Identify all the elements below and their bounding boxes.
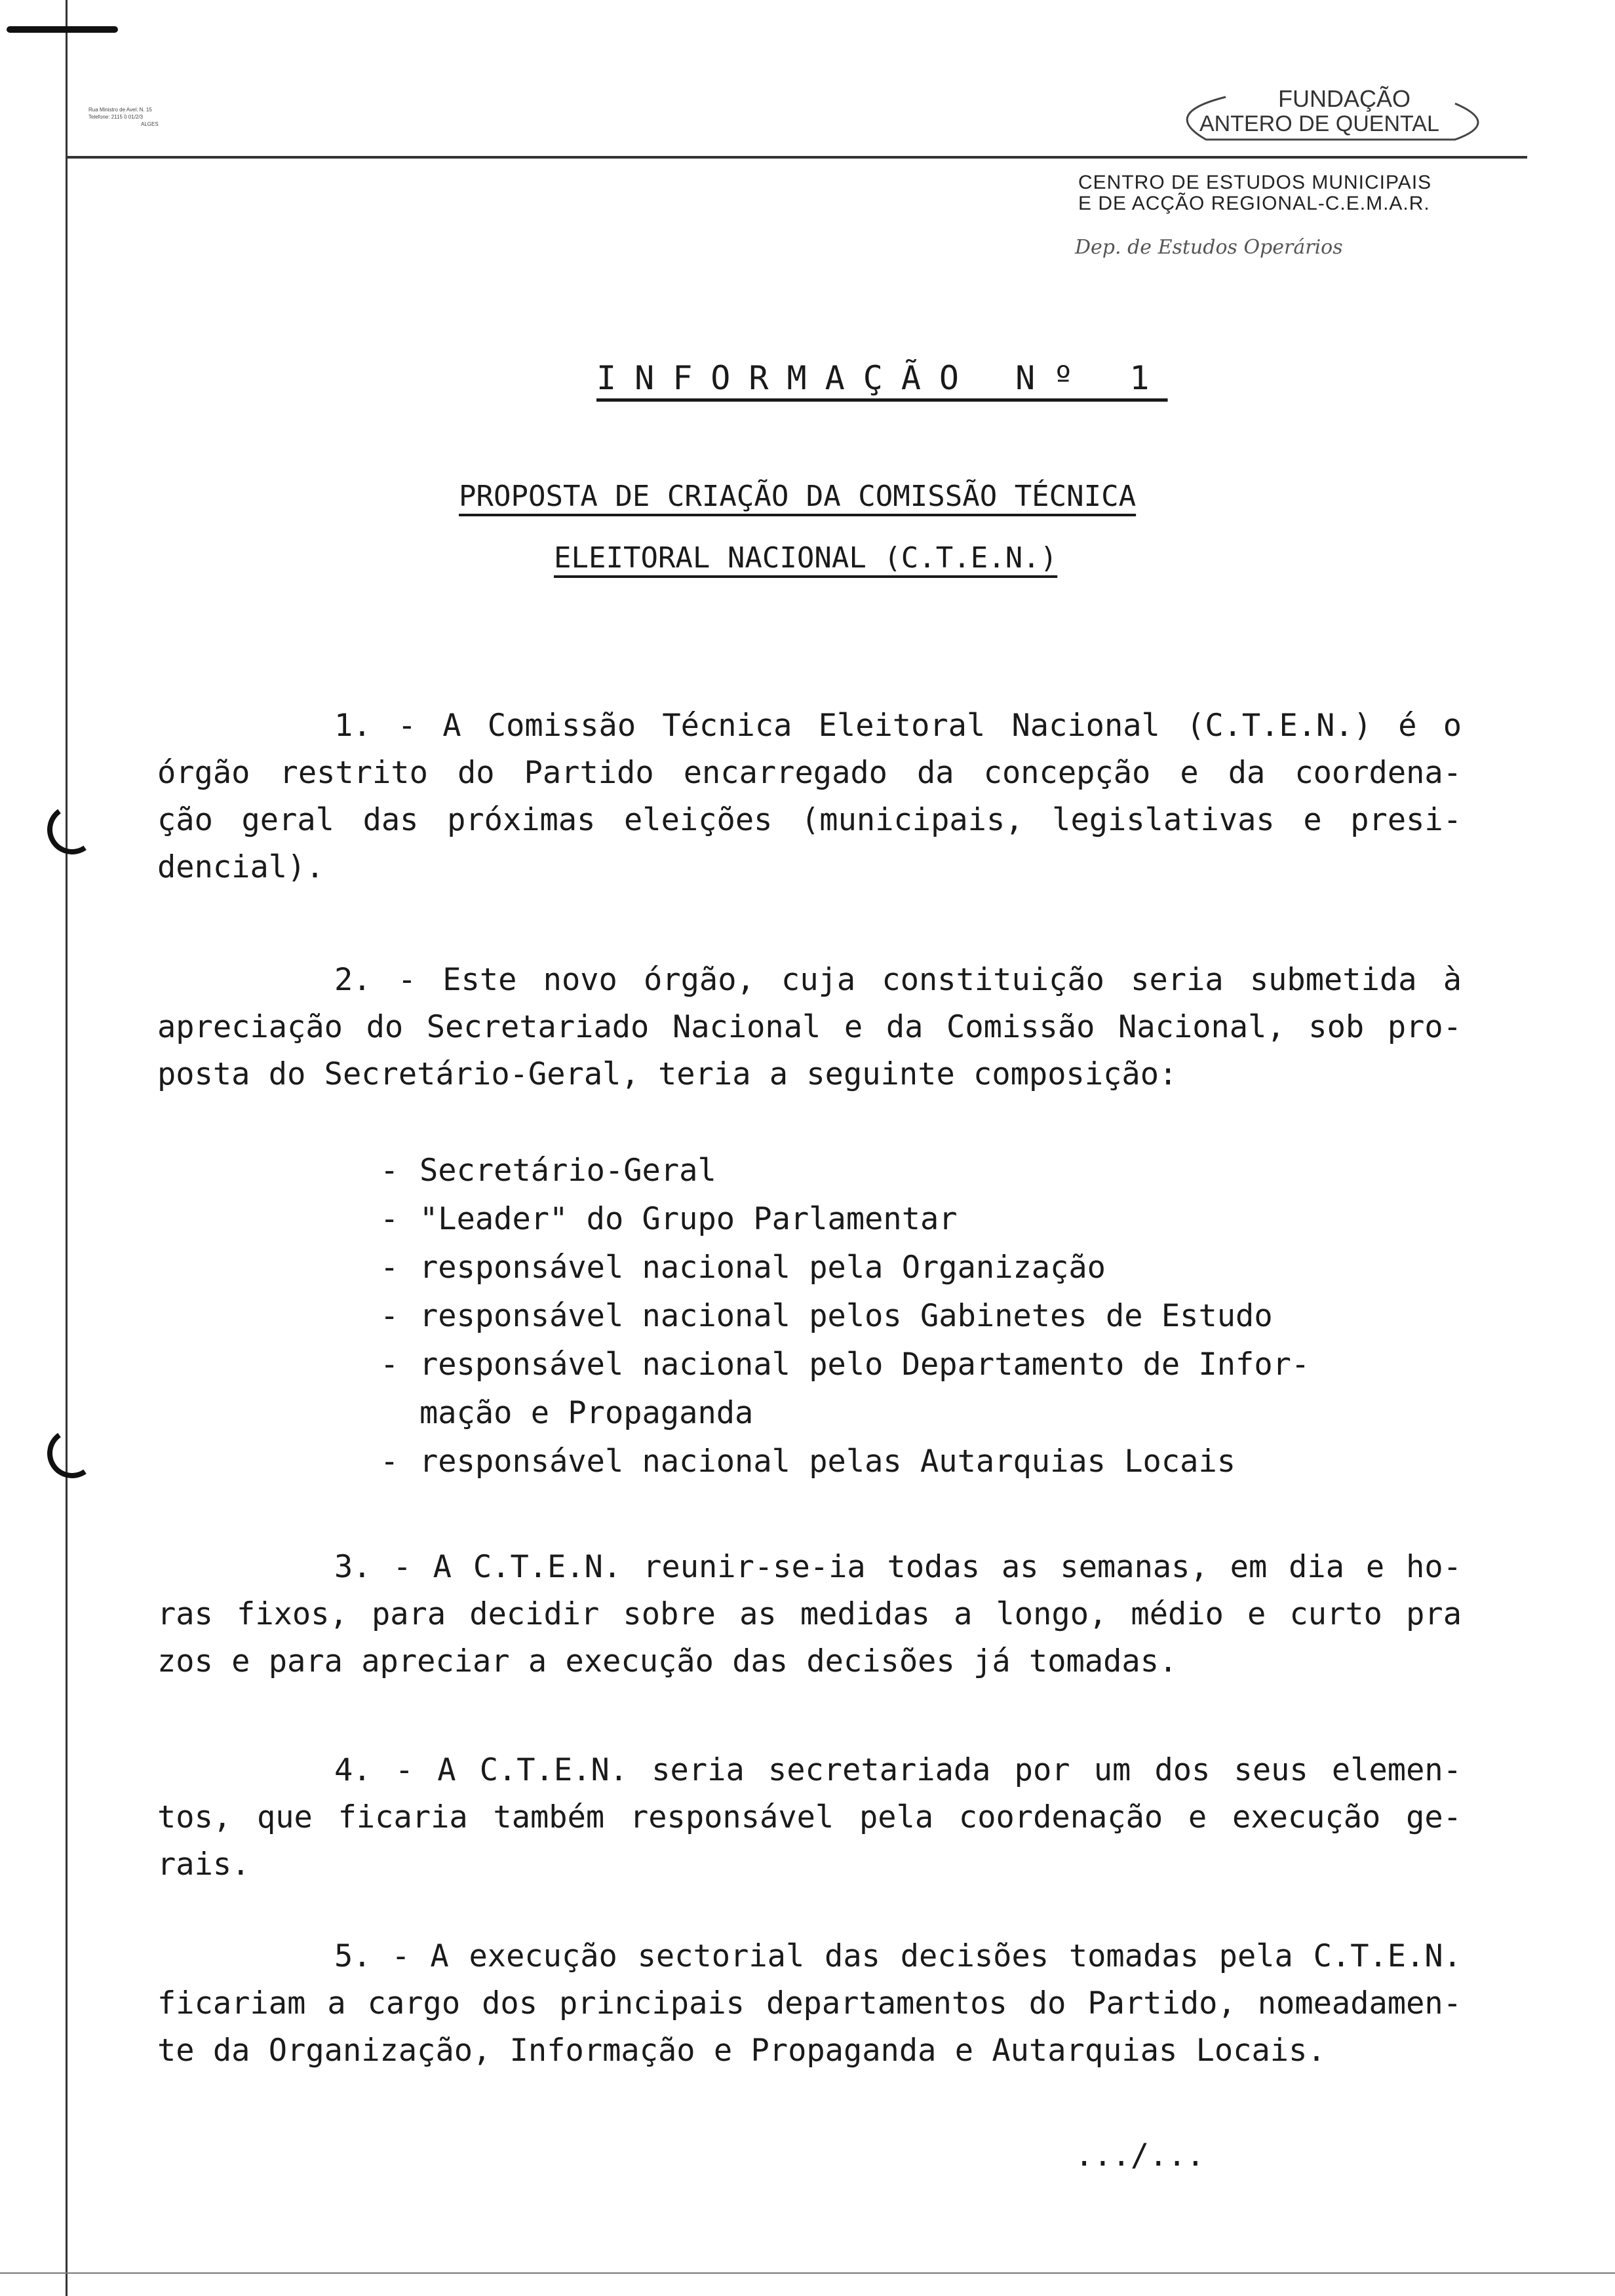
list-item: - responsável nacional pela Organização <box>380 1250 1106 1286</box>
list-item: - responsável nacional pelo Departamento de Infor- <box>380 1347 1310 1383</box>
list-item: - Secretário-Geral <box>380 1153 716 1189</box>
address-line: Telefone: 2115 0 01/2/3 <box>88 114 144 120</box>
hole-punch-2 <box>43 1425 101 1482</box>
paragraph-line: 2. - Este novo órgão, cuja constituição seria submetida à <box>334 962 1462 998</box>
paragraph-line: 1. - A Comissão Técnica Eleitoral Nacional (C.T.E.N.) é o <box>334 708 1462 744</box>
paragraph-line: tos, que ficaria também responsável pela coordenação e execução ge- <box>157 1799 1462 1835</box>
paragraph-line: apreciação do Secretariado Nacional e da Comissão Nacional, sob pro- <box>157 1009 1462 1045</box>
paragraph-line: te da Organização, Informação e Propaganda e Autarquias Locais. <box>157 2033 1326 2069</box>
paragraph-line: 4. - A C.T.E.N. seria secretariada por um dos seus elemen- <box>334 1752 1462 1788</box>
paragraph-line: ção geral das próximas eleições (municipais, legislativas e presi- <box>157 802 1462 838</box>
foundation-stamp <box>1147 77 1501 149</box>
left-margin-line <box>66 0 68 2296</box>
hole-punch-1 <box>43 801 101 858</box>
address-line: ALGES <box>141 121 159 127</box>
paragraph-line: posta do Secretário-Geral, teria a seguinte composição: <box>157 1056 1178 1092</box>
cemar-header <box>1078 172 1537 214</box>
document-title: INFORMAÇÃO Nº 1 <box>596 359 1168 397</box>
document-subtitle-line-1: PROPOSTA DE CRIAÇÃO DA COMISSÃO TÉCNICA <box>459 480 1137 513</box>
paragraph-line: 3. - A C.T.E.N. reunir-se-ia todas as semanas, em dia e ho- <box>334 1549 1462 1585</box>
address-line: Rua Ministro de Avel. N. 15 <box>88 107 152 113</box>
paragraph-2 <box>157 957 1462 1098</box>
list-item: - responsável nacional pelas Autarquias Locais <box>380 1444 1236 1480</box>
composition-list <box>380 1147 1310 1486</box>
paragraph-line: zos e para apreciar a execução das decisões já tomadas. <box>157 1643 1178 1679</box>
paragraph-1 <box>157 702 1462 891</box>
letterhead-address <box>88 106 285 128</box>
list-item-continuation: mação e Propaganda <box>419 1395 754 1431</box>
bottom-rule <box>0 2272 1615 2274</box>
paragraph-4 <box>157 1747 1462 1888</box>
paragraph-line: ficariam a cargo dos principais departamentos do Partido, nomeadamen- <box>157 1985 1462 2021</box>
continuation-marker: .../... <box>1075 2137 1205 2173</box>
document-subtitle-line-2: ELEITORAL NACIONAL (C.T.E.N.) <box>554 541 1058 575</box>
cemar-line-1: CENTRO DE ESTUDOS MUNICIPAIS <box>1078 172 1432 193</box>
paragraph-line: rais. <box>157 1846 250 1883</box>
cemar-line-2: E DE ACÇÃO REGIONAL-C.E.M.A.R. <box>1078 193 1430 214</box>
paragraph-line: dencial). <box>157 849 324 885</box>
handwritten-note: Dep. de Estudos Operários <box>1075 236 1343 259</box>
stamp-line-1: FUNDAÇÃO <box>1278 85 1411 112</box>
paragraph-line: 5. - A execução sectorial das decisões tomadas pela C.T.E.N. <box>334 1938 1462 1974</box>
paragraph-line: órgão restrito do Partido encarregado da concepção e da coordena- <box>157 755 1462 791</box>
list-item: - "Leader" do Grupo Parlamentar <box>380 1201 958 1237</box>
paragraph-5 <box>157 1933 1462 2075</box>
paragraph-3 <box>157 1544 1462 1685</box>
list-item: - responsável nacional pelos Gabinetes de Estudo <box>380 1298 1273 1334</box>
paragraph-line: ras fixos, para decidir sobre as medidas a longo, médio e curto pra <box>157 1596 1462 1632</box>
top-rule <box>66 156 1527 159</box>
punch-mark-top <box>7 26 118 33</box>
stamp-line-2: ANTERO DE QUENTAL <box>1199 111 1439 136</box>
